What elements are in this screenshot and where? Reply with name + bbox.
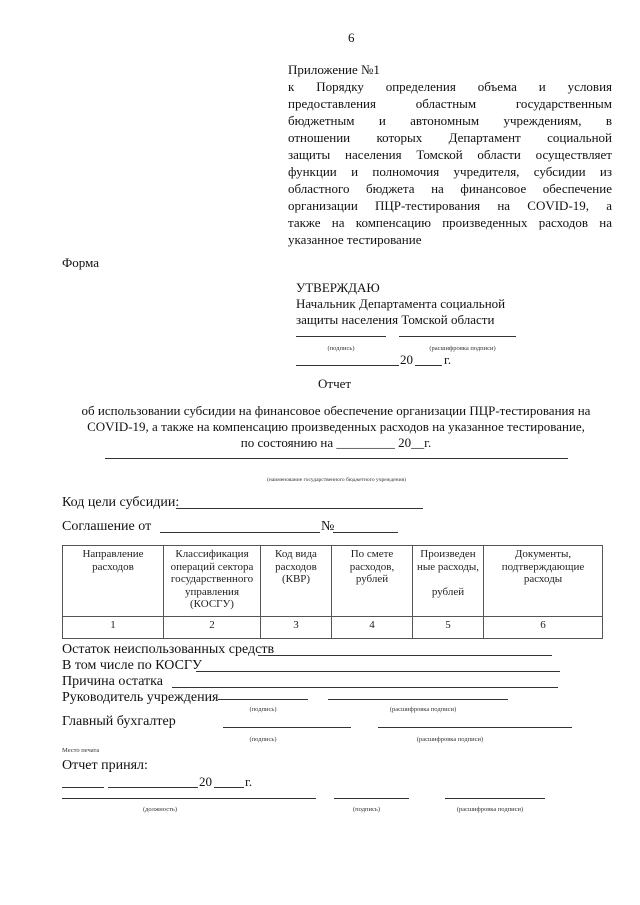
head-decode-line[interactable]: [328, 699, 508, 700]
caption-decode: (расшифровка подписи): [389, 706, 457, 713]
head-signature-line[interactable]: [218, 699, 308, 700]
date-line: [296, 365, 399, 366]
table-row: [63, 617, 603, 639]
decode-line[interactable]: [445, 798, 545, 799]
goal-code-field[interactable]: [176, 508, 423, 509]
date-year-line[interactable]: [214, 787, 244, 788]
date-year: 20: [400, 352, 413, 367]
caption-decode: (расшифровка подписи): [416, 736, 484, 743]
report-subtitle: COVID-19, а также на компенсацию произведенных расходов на указанное тестирование,: [87, 419, 585, 434]
appendix-line: организации ПЦР-тестирования на COVID-19, а: [288, 198, 612, 213]
date-year: 20: [199, 774, 212, 789]
agreement-no-field[interactable]: [333, 532, 398, 533]
number-cell: 2: [164, 617, 261, 639]
accountant-decode-line[interactable]: [378, 727, 572, 728]
number-cell: 4: [332, 617, 413, 639]
accepted-label: Отчет принял:: [62, 758, 148, 773]
report-subtitle: об использовании субсидии на финансовое обеспечение организации ПЦР-тестирования на: [81, 403, 591, 418]
header-cell: Классификация операций сектора государственного управления (КОСГУ): [164, 546, 261, 617]
position-line[interactable]: [62, 798, 316, 799]
caption-position: (должность): [142, 806, 178, 813]
agreement-no-label: №: [321, 519, 335, 534]
table-header-row: [63, 546, 603, 617]
caption-signature: (подпись): [249, 736, 277, 743]
number-cell: 1: [63, 617, 164, 639]
agreement-date-field[interactable]: [160, 532, 320, 533]
number-cell: 5: [413, 617, 484, 639]
form-label: Форма: [62, 255, 99, 270]
remaining-field[interactable]: [258, 655, 552, 656]
head-label: Руководитель учреждения: [62, 690, 219, 705]
header-cell: Направление расходов: [63, 546, 164, 617]
signature-decode-line: [399, 336, 516, 337]
appendix-line: также на компенсацию произведенных расходов на: [288, 215, 612, 230]
approve-title: УТВЕРЖДАЮ: [296, 280, 380, 295]
header-cell: [413, 546, 484, 617]
header-text: Произведен ные расходы,: [416, 548, 480, 573]
report-date: по состоянию на _________ 20__г.: [240, 435, 432, 450]
number-cell: 6: [484, 617, 603, 639]
appendix-line: бюджетным и автономным учреждениям, в: [288, 113, 612, 128]
appendix-line: защиты населения Томской области осуществляет: [288, 147, 612, 162]
appendix-line: к Порядку определения объема и условия: [288, 79, 612, 94]
appendix-line: указанное тестирование: [288, 232, 422, 247]
reason-field[interactable]: [172, 687, 558, 688]
agreement-label: Соглашение от: [62, 519, 152, 534]
appendix-line: функции и полномочия учредителя, субсидии из: [288, 164, 612, 179]
caption-signature: (подпись): [327, 345, 355, 352]
goal-code-label: Код цели субсидии:: [62, 495, 180, 510]
appendix-line: областного бюджета на финансовое обеспечение: [288, 181, 612, 196]
date-line: [415, 365, 442, 366]
kosgu-label: В том числе по КОСГУ: [62, 658, 202, 673]
signature-line: [296, 336, 386, 337]
caption-signature: (подпись): [353, 806, 380, 813]
expenses-table: [62, 545, 603, 639]
date-day-line[interactable]: [62, 787, 104, 788]
accountant-signature-line[interactable]: [223, 727, 351, 728]
number-cell: 3: [261, 617, 332, 639]
appendix-line: отношении которых Департамент социальной: [288, 130, 612, 145]
institution-line: [105, 458, 568, 459]
appendix-title: Приложение №1: [288, 62, 380, 77]
caption-signature: (подпись): [249, 706, 277, 713]
remaining-label: Остаток неиспользованных средств: [62, 642, 275, 657]
header-text: рублей: [431, 585, 465, 598]
date-g: г.: [444, 352, 452, 367]
date-g: г.: [245, 774, 253, 789]
approve-position: Начальник Департамента социальной: [296, 296, 506, 311]
institution-caption: (наименование государственного бюджетного учреждения): [267, 477, 406, 483]
accountant-label: Главный бухгалтер: [62, 714, 176, 729]
kosgu-field[interactable]: [196, 671, 560, 672]
header-cell: По смете расходов, рублей: [332, 546, 413, 617]
stamp-place: Место печата: [62, 747, 100, 754]
appendix-line: предоставления областным государственным: [288, 96, 612, 111]
report-title: Отчет: [318, 376, 352, 391]
page-number: 6: [348, 30, 355, 45]
reason-label: Причина остатка: [62, 674, 163, 689]
signature-line[interactable]: [334, 798, 409, 799]
approve-position: защиты населения Томской области: [296, 312, 495, 327]
header-cell: Код вида расходов (КВР): [261, 546, 332, 617]
header-cell: Документы, подтверждающие расходы: [484, 546, 603, 617]
caption-decode: (расшифровка подписи): [429, 345, 496, 352]
caption-decode: (расшифровка подписи): [456, 806, 524, 813]
date-month-line[interactable]: [108, 787, 198, 788]
